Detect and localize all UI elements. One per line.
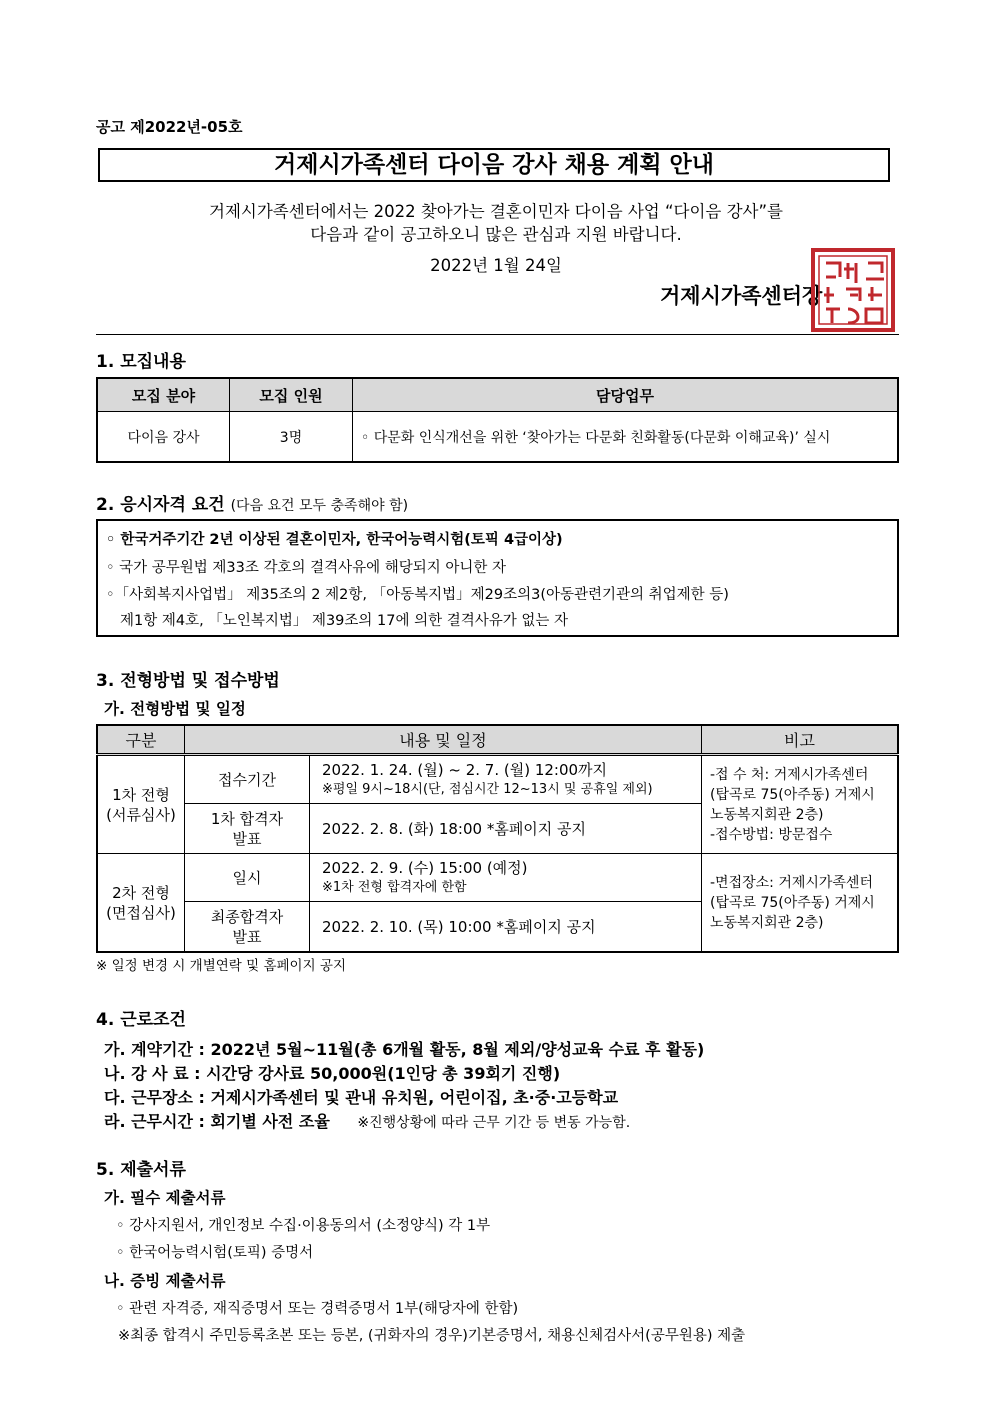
note-line: -접 수 처: 거제시가족센터 [710, 766, 869, 783]
table-header: 구분 [97, 725, 185, 755]
stage-1-note [702, 755, 899, 854]
duty-cell: ◦ 다문화 인식개선을 위한 ‘찾아가는 다문화 친화활동(다문화 이해교육)’ 실시 [353, 412, 899, 463]
label-line: 발표 [232, 829, 262, 848]
table-header: 모집 인원 [230, 378, 353, 412]
receipt-period: 2022. 1. 24. (월) ~ 2. 7. (월) 12:00까지 [322, 760, 608, 779]
table-header: 모집 분야 [97, 378, 230, 412]
stage-1-row2-value: 2022. 2. 8. (화) 18:00 *홈페이지 공지 [310, 804, 702, 854]
count-cell: 3명 [230, 412, 353, 463]
condition-item: 가. 계약기간 : 2022년 5월~11월(총 6개월 활동, 8월 제외/양성교육 수료 후 활동) [104, 1040, 705, 1059]
section-3-subheading: 가. 전형방법 및 일정 [104, 700, 246, 718]
document-item: ◦ 강사지원서, 개인정보 수집·이용동의서 (소정양식) 각 1부 [116, 1218, 491, 1234]
label-line: 발표 [232, 927, 262, 946]
eligibility-item: ◦「사회복지사업법」 제35조의 2 제2항, 「아동복지법」제29조의3(아동관련기관의 취업제한 등) [106, 587, 729, 603]
document-item: ※최종 합격시 주민등록초본 또는 등본, (귀화자의 경우)기본증명서, 채용신체검사서(공무원용) 제출 [118, 1328, 746, 1344]
intro-line-1: 거제시가족센터에서는 2022 찾아가는 결혼이민자 다이음 사업 “다이음 강사”를 [209, 202, 783, 221]
condition-item: 다. 근무장소 : 거제시가족센터 및 관내 유치원, 어린이집, 초·중·고등학교 [104, 1088, 619, 1107]
document-item: ◦ 한국어능력시험(토픽) 증명서 [116, 1245, 314, 1261]
stage-2-row1-value [310, 854, 702, 902]
receipt-hours: ※평일 9시~18시(단, 점심시간 12~13시 및 공휴일 제외) [322, 781, 653, 797]
stage-2-name: 2차 전형 [112, 883, 170, 902]
note-line: 노동복지회관 2층) [710, 914, 824, 931]
stage-1-type: (서류심사) [106, 805, 176, 824]
eligibility-item: ◦ 국가 공무원법 제33조 각호의 결격사유에 해당되지 아니한 자 [106, 560, 507, 576]
signer-name: 거제시가족센터장 [660, 284, 823, 308]
stage-1-cell [97, 755, 185, 854]
stage-1-row1-value [310, 755, 702, 804]
stage-2-row2-value: 2022. 2. 10. (목) 10:00 *홈페이지 공지 [310, 902, 702, 953]
section-4-heading: 4. 근로조건 [96, 1010, 186, 1030]
stage-1-name: 1차 전형 [112, 785, 170, 804]
recruitment-table [96, 377, 899, 463]
intro-line-2: 다음과 같이 공고하오니 많은 관심과 지원 바랍니다. [310, 225, 682, 244]
official-seal-icon [810, 247, 896, 333]
section-3-heading: 3. 전형방법 및 접수방법 [96, 671, 280, 691]
note-line: -접수방법: 방문접수 [710, 826, 833, 843]
condition-item: 라. 근무시간 : 회기별 사전 조율 [104, 1112, 330, 1131]
note-line: (탑곡로 75(아주동) 거제시 [710, 894, 875, 911]
stage-2-type: (면접심사) [106, 903, 176, 922]
header-divider [96, 334, 899, 335]
notice-number: 공고 제2022년-05호 [96, 118, 243, 136]
stage-1-row1-label: 접수기간 [185, 755, 310, 804]
condition-item: 나. 강 사 료 : 시간당 강사료 50,000원(1인당 총 39회기 진행) [104, 1064, 561, 1083]
label-line: 최종합격자 [210, 907, 284, 926]
page-title: 거제시가족센터 다이음 강사 채용 계획 안내 [98, 148, 890, 182]
schedule-footnote: ※ 일정 변경 시 개별연락 및 홈페이지 공지 [96, 958, 347, 974]
table-row [97, 755, 898, 804]
stage-2-row1-label: 일시 [185, 854, 310, 902]
announcement-date: 2022년 1월 24일 [430, 256, 562, 275]
note-line: 노동복지회관 2층) [710, 806, 824, 823]
stage-1-row2-label [185, 804, 310, 854]
section-1-heading: 1. 모집내용 [96, 352, 186, 372]
stage-2-row2-label [185, 902, 310, 953]
table-header: 비고 [702, 725, 899, 755]
note-line: (탑곡로 75(아주동) 거제시 [710, 786, 875, 803]
stage-2-note [702, 854, 899, 953]
condition-item-hours [104, 1109, 630, 1132]
eligibility-item: ◦ 한국거주기간 2년 이상된 결혼이민자, 한국어능력시험(토픽 4급이상) [106, 532, 563, 548]
table-row [97, 412, 898, 463]
eligibility-box [96, 519, 899, 637]
eligibility-item: 제1항 제4호, 「노인복지법」 제39조의 17에 의한 결격사유가 없는 자 [120, 613, 568, 629]
label-line: 1차 합격자 [210, 809, 284, 828]
table-row [97, 854, 898, 902]
stage-2-cell [97, 854, 185, 953]
note-line: -면접장소: 거제시가족센터 [710, 874, 873, 891]
interview-time: 2022. 2. 9. (수) 15:00 (예정) [322, 858, 528, 877]
evidence-docs-heading: 나. 증빙 제출서류 [104, 1272, 226, 1290]
schedule-table [96, 724, 899, 953]
table-header: 담당업무 [353, 378, 899, 412]
interview-scope: ※1차 전형 합격자에 한함 [322, 879, 467, 895]
field-cell: 다이음 강사 [97, 412, 230, 463]
condition-note: ※진행상황에 따라 근무 기간 등 변동 가능함. [357, 1115, 631, 1131]
section-2-title: 2. 응시자격 요건 [96, 495, 225, 515]
section-5-heading: 5. 제출서류 [96, 1160, 186, 1180]
table-header: 내용 및 일정 [185, 725, 702, 755]
section-2-note: (다음 요건 모두 충족해야 함) [230, 498, 409, 514]
required-docs-heading: 가. 필수 제출서류 [104, 1189, 226, 1207]
section-2-heading [96, 490, 408, 515]
document-item: ◦ 관련 자격증, 재직증명서 또는 경력증명서 1부(해당자에 한함) [116, 1301, 519, 1317]
